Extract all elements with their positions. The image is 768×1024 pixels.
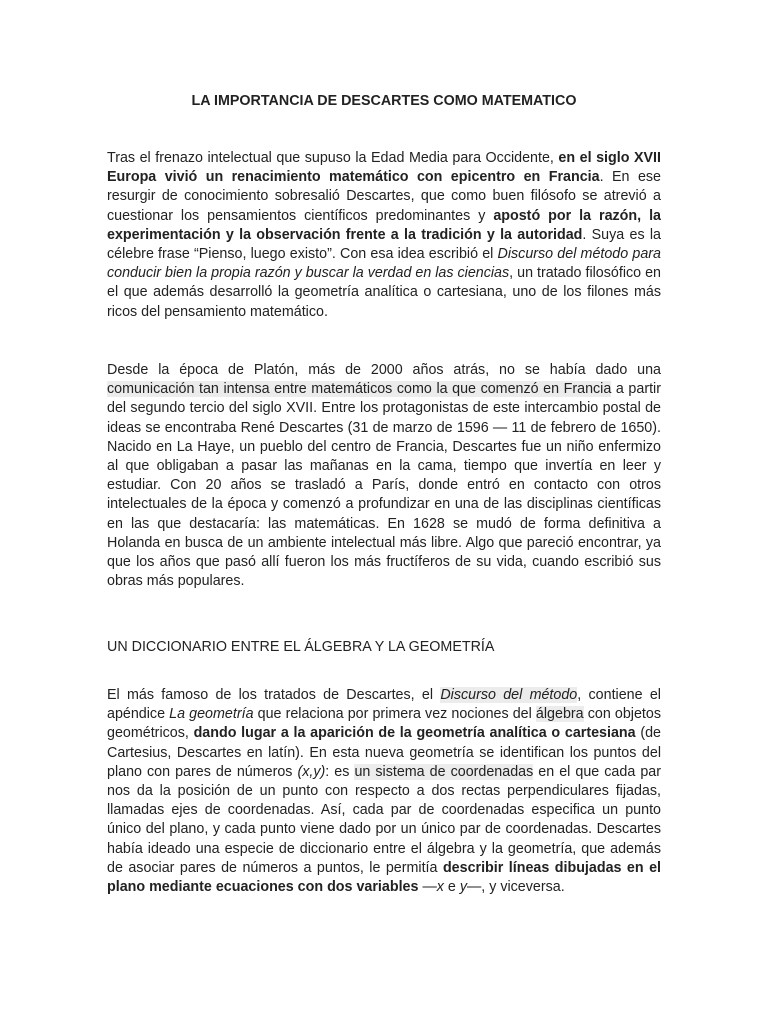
highlighted-text: álgebra: [535, 706, 584, 723]
text-run: e: [443, 879, 460, 896]
italic-text: Discurso del método para conducir bien la propia razón y buscar la verdad en las ciencias: [107, 246, 661, 282]
document-title: LA IMPORTANCIA DE DESCARTES COMO MATEMATICO: [191, 93, 577, 109]
section-heading: UN DICCIONARIO ENTRE EL ÁLGEBRA Y LA GEOMETRÍA: [107, 639, 495, 655]
paragraph-2: [107, 361, 661, 591]
text-run: Tras el frenazo intelectual que supuso la Edad Media para Occidente,: [107, 150, 559, 166]
bold-text: dando lugar a la aparición de la geometría analítica o cartesiana: [193, 725, 636, 742]
text-run: , un tratado filosófico en el que además desarrolló la geometría analítica o cartesiana, uno de los filones más ricos del pensamiento matemático.: [107, 265, 661, 320]
text-run: (de Cartesius, Descartes en latín). En esta nueva geometría se identifican los puntos del plano con pares de números: [107, 725, 661, 780]
italic-text: (x,y): [297, 763, 326, 780]
text-run: con objetos geométricos,: [107, 706, 661, 742]
text-run: Desde la época de Platón, más de 2000 años atrás, no se había dado una: [107, 362, 661, 378]
italic-text: La geometría: [169, 706, 254, 723]
text-run: —, y viceversa.: [466, 879, 565, 896]
text-run: . Suya es la célebre frase “Pienso, luego existo”. Con esa idea escribió el: [107, 226, 662, 263]
text-run: El más famoso de los tratados de Descartes, el: [107, 687, 441, 703]
text-run: que relaciona por primera vez nociones del: [253, 706, 536, 723]
paragraph-3: [107, 686, 661, 897]
text-run: en el que cada par nos da la posición de un punto con respecto a dos rectas perpendiculares fijadas, llamadas ejes de coordenadas. Así, cada par de coordenadas especifica un punto único del plano, y cada punto viene dado por un único par de coordenadas. Descartes había ideado una especie de diccionario entre el álgebra y la geometría, que además de asociar pares de números a puntos, le permitía: [107, 763, 661, 876]
bold-text: apostó por la razón, la experimentación y la observación frente a la tradición y la autoridad: [107, 207, 661, 243]
text-run: , contiene el apéndice: [107, 687, 661, 723]
highlighted-italic-text: Discurso del método: [440, 687, 578, 703]
text-run: —: [418, 879, 437, 896]
bold-text: describir líneas dibujadas en el plano mediante ecuaciones con dos variables: [107, 859, 661, 896]
text-run: a partir del segundo tercio del siglo XVII. Entre los protagonistas de este intercambio postal de ideas se encontraba René Descartes (31 de marzo de 1596 — 11 de febrero de 1650). Nacido en La Haye, un pueblo del centro de Francia, Descartes fue un niño enfermizo al que obligaban a pasar las mañanas en la cama, tiempo que invertía en leer y estudiar. Con 20 años se trasladó a París, donde entró en contacto con otros intelectuales de la época y comenzó a profundizar en una de las disciplinas científicas en las que destacaría: las matemáticas. En 1628 se mudó de forma definitiva a Holanda en busca de un ambiente intelectual más libre. Algo que pareció encontrar, ya que los años que pasó allí fueron los más fructíferos de su vida, cuando escribió sus obras más populares.: [107, 381, 661, 590]
bold-text: en el siglo XVII Europa vivió un renacimiento matemático con epicentro en Francia: [107, 150, 661, 186]
italic-text: x: [436, 879, 444, 896]
italic-text: y: [459, 879, 467, 896]
text-run: : es: [325, 763, 355, 780]
highlighted-text: comunicación tan intensa entre matemáticos como la que comenzó en Francia: [107, 381, 612, 398]
paragraph-1: [107, 149, 661, 322]
highlighted-text: un sistema de coordenadas: [354, 763, 534, 780]
text-run: . En ese resurgir de conocimiento sobresalió Descartes, que como buen filósofo se atrevió a cuestionar los pensamientos científicos predominantes y: [107, 169, 661, 224]
